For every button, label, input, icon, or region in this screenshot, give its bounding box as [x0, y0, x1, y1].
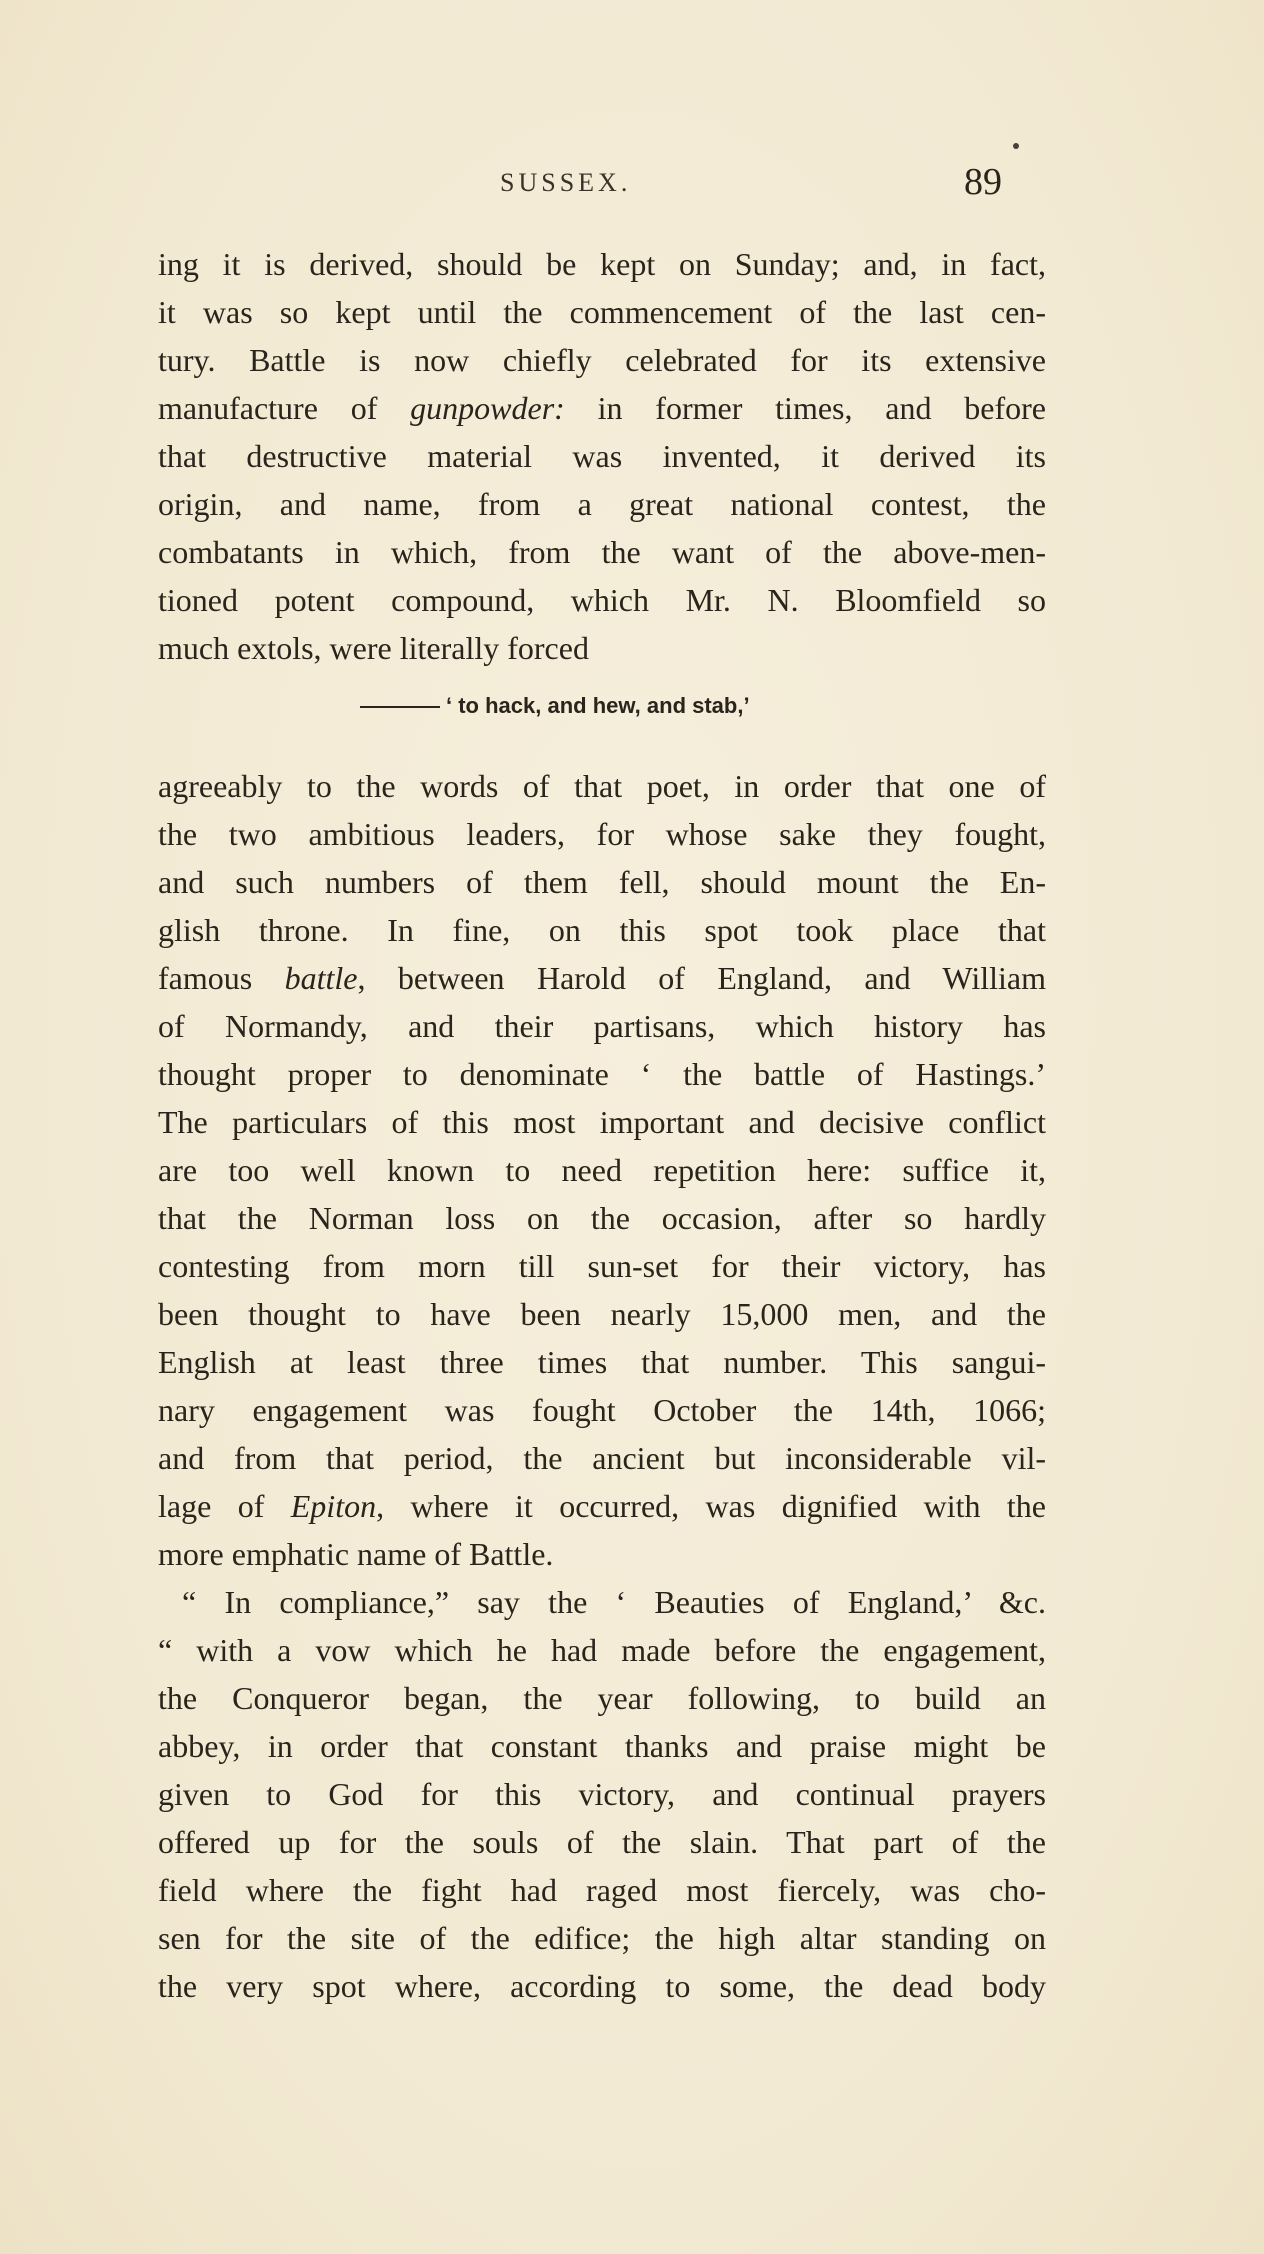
- text-segment: famous: [158, 960, 285, 996]
- text-segment: lage of: [158, 1488, 291, 1524]
- text-line: the two ambitious leaders, for whose sake they fought,: [158, 816, 1046, 852]
- text-segment: manufacture of: [158, 390, 411, 426]
- text-segment: , where it occurred, was dignified with the: [376, 1488, 1047, 1524]
- paragraph-battle-of-hastings: [158, 762, 1046, 2010]
- page-number: 89: [964, 161, 1002, 203]
- text-segment: , between Harold of England, and William: [357, 960, 1046, 996]
- text-line: English at least three times that number. This sangui-: [158, 1344, 1046, 1380]
- quote-dash: [360, 706, 440, 708]
- italic-battle: battle: [284, 960, 358, 996]
- text-line: contesting from morn till sun-set for their victory, has: [158, 1248, 1046, 1284]
- poem-quote: [360, 693, 750, 719]
- text-line: of Normandy, and their partisans, which history has: [158, 1008, 1046, 1044]
- text-line: abbey, in order that constant thanks and praise might be: [158, 1728, 1046, 1764]
- text-line: combatants in which, from the want of the above-men-: [158, 534, 1046, 570]
- text-line: thought proper to denominate ‘ the battle of Hastings.’: [158, 1056, 1046, 1092]
- text-line: the Conqueror began, the year following, to build an: [158, 1680, 1046, 1716]
- text-line: tioned potent compound, which Mr. N. Bloomfield so: [158, 582, 1046, 618]
- text-line: that the Norman loss on the occasion, after so hardly: [158, 1200, 1046, 1236]
- text-line: are too well known to need repetition here: suffice it,: [158, 1152, 1046, 1188]
- text-line-gunpowder: [158, 384, 1046, 432]
- text-line: field where the fight had raged most fiercely, was cho-: [158, 1872, 1046, 1908]
- text-line: and such numbers of them fell, should mount the En-: [158, 864, 1046, 900]
- text-line: offered up for the souls of the slain. That part of the: [158, 1824, 1046, 1860]
- text-segment: in former times, and before: [564, 390, 1046, 426]
- text-line: agreeably to the words of that poet, in order that one of: [158, 768, 1046, 804]
- text-line: “ In compliance,” say the ‘ Beauties of England,’ &c.: [182, 1584, 1046, 1620]
- text-line: nary engagement was fought October the 14th, 1066;: [158, 1392, 1046, 1428]
- text-line: sen for the site of the edifice; the high altar standing on: [158, 1920, 1046, 1956]
- text-line: “ with a vow which he had made before the engagement,: [158, 1632, 1046, 1668]
- text-line: much extols, were literally forced: [158, 630, 589, 666]
- text-line: origin, and name, from a great national contest, the: [158, 486, 1046, 522]
- text-line: glish throne. In fine, on this spot took place that: [158, 912, 1046, 948]
- text-line-battle: [158, 954, 1046, 1002]
- paragraph-battle-intro: [158, 240, 1046, 672]
- text-line: given to God for this victory, and continual prayers: [158, 1776, 1046, 1812]
- quote-text: ‘ to hack, and hew, and stab,’: [446, 693, 750, 718]
- italic-epiton: Epiton: [290, 1488, 377, 1524]
- text-line: the very spot where, according to some, the dead body: [158, 1968, 1046, 2004]
- text-line: ing it is derived, should be kept on Sunday; and, in fact,: [158, 246, 1046, 282]
- text-line-epiton: [158, 1482, 1046, 1530]
- italic-gunpowder: gunpowder:: [410, 390, 565, 426]
- text-line: tury. Battle is now chiefly celebrated for its extensive: [158, 342, 1046, 378]
- text-line: it was so kept until the commencement of the last cen-: [158, 294, 1046, 330]
- text-line: The particulars of this most important and decisive conflict: [158, 1104, 1046, 1140]
- text-line: more emphatic name of Battle.: [158, 1536, 554, 1572]
- text-line: been thought to have been nearly 15,000 men, and the: [158, 1296, 1046, 1332]
- running-head: SUSSEX.: [500, 168, 632, 197]
- text-line: that destructive material was invented, it derived its: [158, 438, 1046, 474]
- text-line: and from that period, the ancient but inconsiderable vil-: [158, 1440, 1046, 1476]
- printer-mark: [1013, 143, 1019, 149]
